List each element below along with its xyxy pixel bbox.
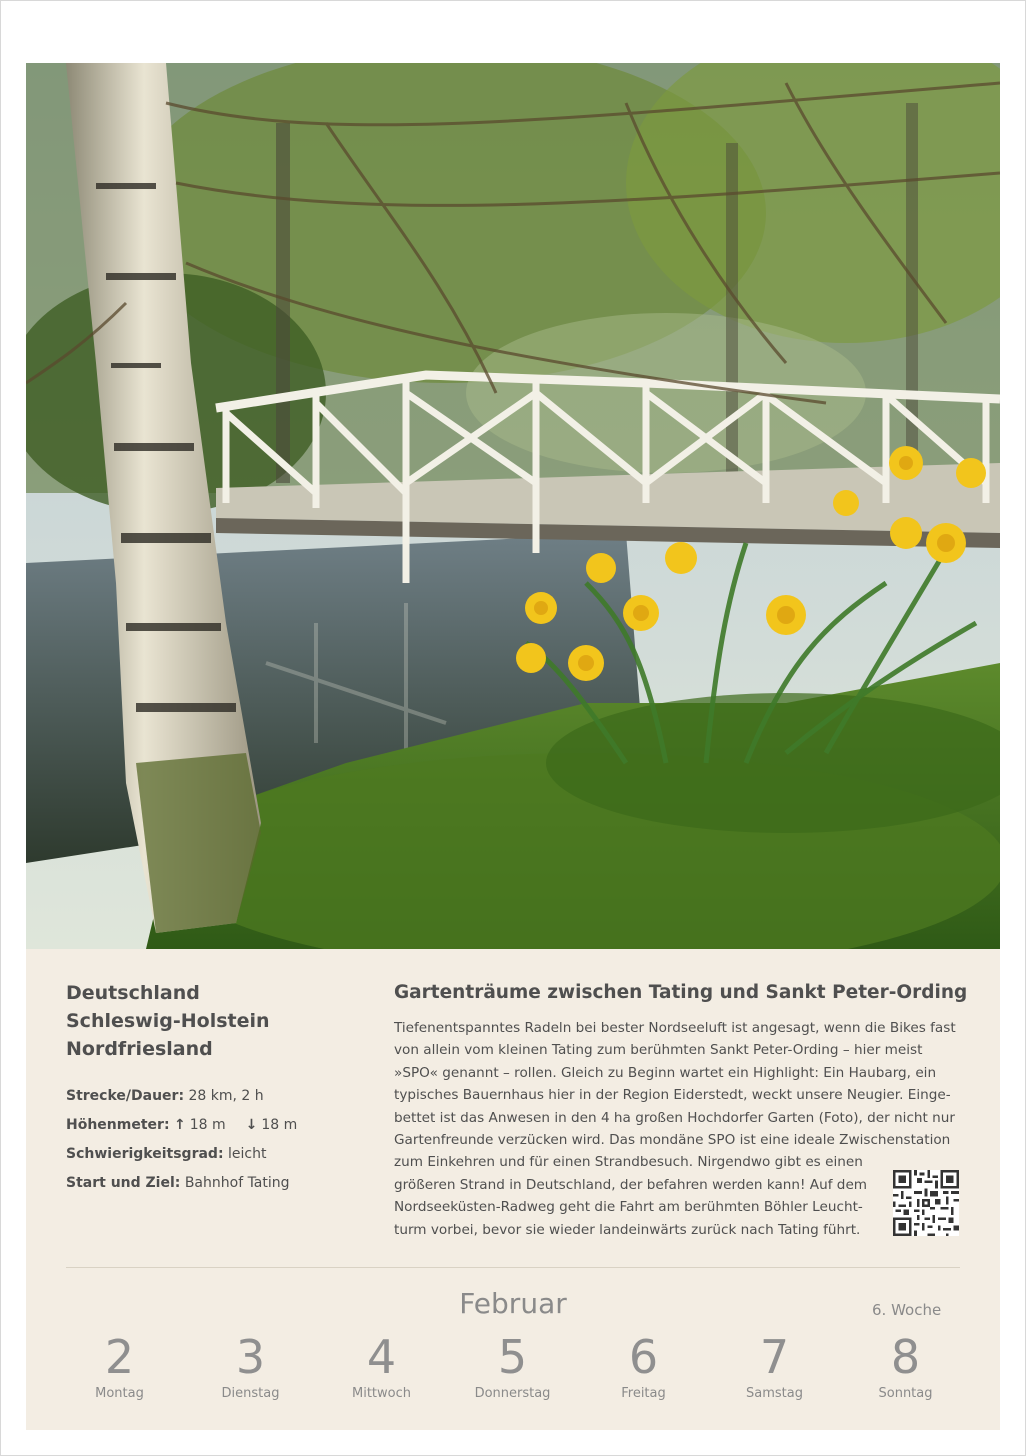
day-name: Mittwoch: [352, 1386, 411, 1401]
fact-elevation-down: 18 m: [261, 1117, 298, 1133]
fact-start-value: Bahnhof Tating: [184, 1175, 290, 1191]
fact-elevation: [66, 1111, 297, 1140]
garden-bridge-photo: [26, 63, 1000, 949]
article-body: [394, 1017, 960, 1241]
article-line: Tiefenentspanntes Radeln bei bester Nordseeluft ist angesagt, wenn die Bikes fast: [394, 1020, 956, 1036]
day-number: 5: [497, 1330, 528, 1384]
article-line: von allein vom kleinen Tating zum berühmten Sankt Peter-Ording – hier meist: [394, 1042, 923, 1059]
calendar-day: [447, 1329, 578, 1403]
fact-start: [66, 1169, 297, 1198]
article-title: Gartenträume zwischen Tating und Sankt Peter-Ording: [394, 982, 968, 1003]
day-number: 4: [366, 1330, 397, 1384]
day-name: Sonntag: [878, 1386, 933, 1401]
info-panel: [26, 949, 1000, 1430]
calendar-day: [316, 1329, 447, 1403]
fact-start-label: Start und Ziel:: [66, 1175, 181, 1191]
photo-illustration: [26, 63, 1000, 949]
calendar-day: [840, 1329, 971, 1403]
day-number: 2: [104, 1330, 135, 1384]
calendar-month: Februar: [459, 1287, 567, 1320]
fact-difficulty: [66, 1140, 297, 1169]
calendar-week: 6. Woche: [872, 1301, 942, 1319]
day-name: Montag: [95, 1386, 144, 1401]
region-country: Deutschland: [66, 982, 200, 1004]
calendar-day: [578, 1329, 709, 1403]
day-name: Donnerstag: [474, 1386, 551, 1401]
day-number: 8: [890, 1330, 921, 1384]
qr-code-icon[interactable]: [893, 1170, 959, 1236]
fact-difficulty-label: Schwierigkeitsgrad:: [66, 1146, 224, 1162]
article-line: Gartenfreunde verzücken wird. Das mondäne SPO ist eine ideale Zwischenstation: [394, 1132, 951, 1149]
fact-elevation-up: 18 m: [189, 1117, 226, 1133]
day-number: 7: [759, 1330, 790, 1384]
article-line: turm vorbei, bevor sie wieder landeinwärts zurück nach Tating führt.: [394, 1221, 861, 1238]
region-district: Nordfriesland: [66, 1038, 213, 1060]
region-heading: [66, 979, 270, 1063]
day-name: Samstag: [746, 1386, 803, 1401]
article-line: Nordseeküsten-Radweg geht die Fahrt am berühmten Böhler Leucht-: [394, 1199, 863, 1216]
fact-difficulty-value: leicht: [228, 1146, 267, 1162]
day-number: 6: [628, 1330, 659, 1384]
fact-distance-value: 28 km, 2 h: [188, 1088, 264, 1104]
article-line: typisches Bauernhaus hier in der Region Eiderstedt, weckt unsere Neugier. Einge-: [394, 1087, 951, 1104]
fact-distance: [66, 1082, 297, 1111]
day-name: Dienstag: [221, 1386, 280, 1401]
article-line: größeren Strand in Deutschland, der befahren werden kann! Auf dem: [394, 1176, 868, 1193]
divider: [66, 1267, 960, 1268]
arrow-up-icon: ↑: [174, 1117, 186, 1133]
calendar-day: [185, 1329, 316, 1403]
fact-distance-label: Strecke/Dauer:: [66, 1088, 185, 1104]
article-line: bettet ist das Anwesen in den 4 ha großen Hochdorfer Garten (Foto), der nicht nur: [394, 1109, 956, 1126]
day-number: 3: [235, 1330, 266, 1384]
arrow-down-icon: ↓: [245, 1117, 258, 1133]
article-line: »SPO« genannt – rollen. Gleich zu Beginn wartet ein Highlight: Ein Haubarg, ein: [394, 1064, 937, 1081]
tour-facts: [66, 1082, 297, 1198]
calendar-day: [54, 1329, 185, 1403]
calendar-day: [709, 1329, 840, 1403]
qr-code-graphic: [893, 1170, 959, 1236]
region-state: Schleswig-Holstein: [66, 1010, 270, 1032]
day-name: Freitag: [621, 1386, 666, 1401]
article-line: zum Einkehren und für einen Strandbesuch. Nirgendwo gibt es einen: [394, 1154, 863, 1171]
fact-elevation-label: Höhenmeter:: [66, 1117, 170, 1133]
